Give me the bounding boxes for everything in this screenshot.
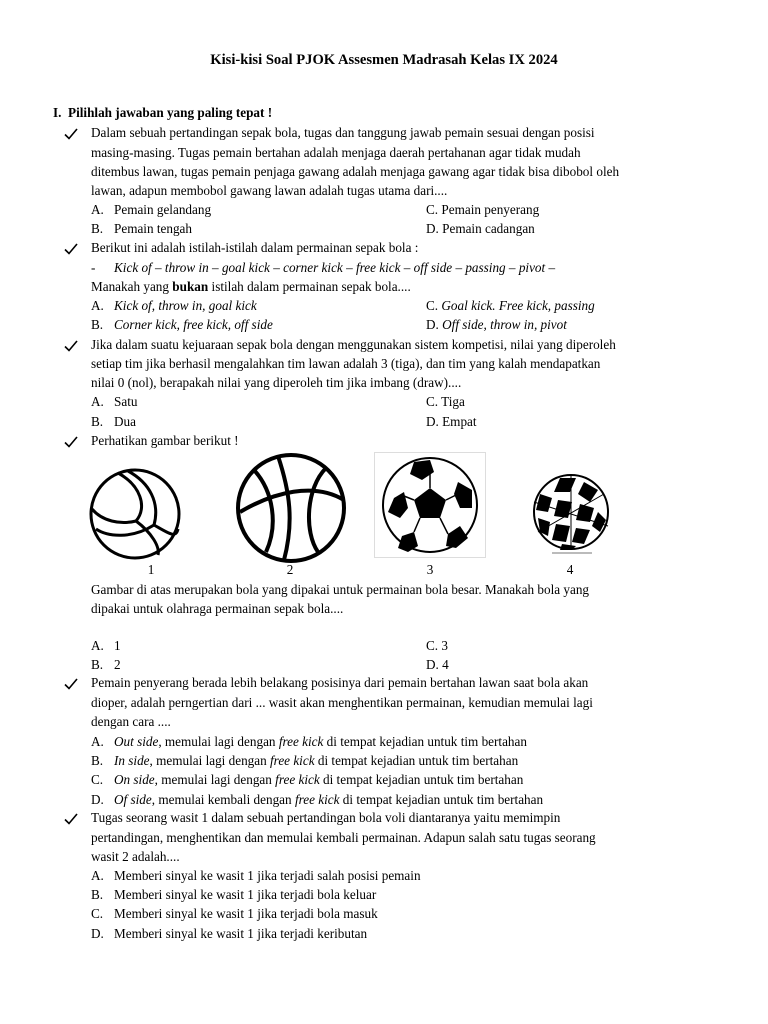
option-d: D. Off side, throw in, pivot (426, 317, 567, 332)
option-c: C. Tiga (426, 394, 465, 409)
option-a: A. Out side, memulai lagi dengan free kick di tempat kejadian untuk tim bertahan (91, 734, 527, 749)
checkmark-icon (64, 339, 78, 353)
image-number: 3 (426, 562, 434, 577)
option-a: A. Satu (91, 394, 138, 409)
option-a: A. Pemain gelandang (91, 202, 212, 217)
section-number: I. (53, 105, 62, 120)
volleyball-image (88, 467, 182, 561)
checkmark-icon (64, 127, 78, 141)
question-6-line: Tugas seorang wasit 1 dalam sebuah pertandingan bola voli diantaranya yaitu memimpin (91, 810, 561, 825)
image-number: 2 (286, 562, 294, 577)
option-d: D. 4 (426, 657, 449, 672)
question-2-ask: Manakah yang bukan istilah dalam permainan sepak bola.... (91, 279, 411, 294)
question-4-intro: Perhatikan gambar berikut ! (91, 433, 239, 448)
option-c: C. Goal kick. Free kick, passing (426, 298, 595, 313)
question-2-intro: Berikut ini adalah istilah-istilah dalam permainan sepak bola : (91, 240, 419, 255)
question-3-line: nilai 0 (nol), berapakah nilai yang diperoleh tim jika imbang (draw).... (91, 375, 462, 390)
question-1-line: ditembus lawan, tugas pemain penjaga gawang adalah menjaga gawang agar tidak bisa dibobol oleh (91, 164, 620, 179)
question-3-line: setiap tim jika berhasil mengalahkan tim lawan adalah 3 (tiga), dan tim yang kalah mendapatkan (91, 356, 601, 371)
option-d: D. Pemain cadangan (426, 221, 535, 236)
question-5-line: Pemain penyerang berada lebih belakang posisinya dari pemain bertahan lawan saat bola akan (91, 675, 589, 690)
option-b: B. Corner kick, free kick, off side (91, 317, 273, 332)
option-b: B. Pemain tengah (91, 221, 193, 236)
option-a: A. Memberi sinyal ke wasit 1 jika terjadi salah posisi pemain (91, 868, 421, 883)
checkmark-icon (64, 677, 78, 691)
question-5-line: dioper, adalah perngertian dari ... wasit akan menghentikan permainan, kemudian memulai lagi (91, 695, 593, 710)
image-number: 4 (566, 562, 574, 577)
checkmark-icon (64, 812, 78, 826)
option-a: A. 1 (91, 638, 121, 653)
question-4-line: dipakai untuk olahraga permainan sepak bola.... (91, 601, 344, 616)
option-a: A. Kick of, throw in, goal kick (91, 298, 257, 313)
question-3-line: Jika dalam suatu kejuaraan sepak bola dengan menggunakan sistem kompetisi, nilai yang diperoleh (91, 337, 616, 352)
question-5-line: dengan cara .... (91, 714, 171, 729)
question-2-terms: - Kick of – throw in – goal kick – corner kick – free kick – off side – passing – pivot – (91, 260, 556, 275)
option-b: B. 2 (91, 657, 121, 672)
checkmark-icon (64, 435, 78, 449)
basketball-image (234, 452, 348, 564)
option-d: D. Of side, memulai kembali dengan free kick di tempat kejadian untuk tim bertahan (91, 792, 544, 807)
soccer-ball-image (374, 452, 486, 558)
option-c: C. 3 (426, 638, 448, 653)
question-1-line: lawan, adapun membobol gawang lawan adalah tugas utama dari.... (91, 183, 448, 198)
question-4-line: Gambar di atas merupakan bola yang dipakai untuk permainan bola besar. Manakah bola yang (91, 582, 590, 597)
option-c: C. On side, memulai lagi dengan free kick di tempat kejadian untuk tim bertahan (91, 772, 524, 787)
checkmark-icon (64, 242, 78, 256)
option-b: B. In side, memulai lagi dengan free kick di tempat kejadian untuk tim bertahan (91, 753, 519, 768)
option-d: D. Memberi sinyal ke wasit 1 jika terjadi keributan (91, 926, 368, 941)
question-1-line: masing-masing. Tugas pemain bertahan adalah menjaga daerah pertahanan agar tidak mudah (91, 145, 581, 160)
question-1-line: Dalam sebuah pertandingan sepak bola, tugas dan tanggung jawab pemain sesuai dengan posisi (91, 125, 595, 140)
option-c: C. Memberi sinyal ke wasit 1 jika terjadi bola masuk (91, 906, 378, 921)
section-instruction: Pilihlah jawaban yang paling tepat ! (68, 105, 273, 120)
page-title: Kisi-kisi Soal PJOK Assesmen Madrasah Kelas IX 2024 (210, 52, 558, 68)
option-b: B. Memberi sinyal ke wasit 1 jika terjadi bola keluar (91, 887, 377, 902)
image-number: 1 (147, 562, 155, 577)
takraw-ball-image (530, 472, 612, 556)
option-d: D. Empat (426, 414, 477, 429)
option-b: B. Dua (91, 414, 136, 429)
question-6-line: wasit 2 adalah.... (91, 849, 180, 864)
question-6-line: pertandingan, menghentikan dan memulai kembali permainan. Adapun salah satu tugas seorang (91, 830, 596, 845)
option-c: C. Pemain penyerang (426, 202, 540, 217)
section-heading (53, 105, 272, 121)
